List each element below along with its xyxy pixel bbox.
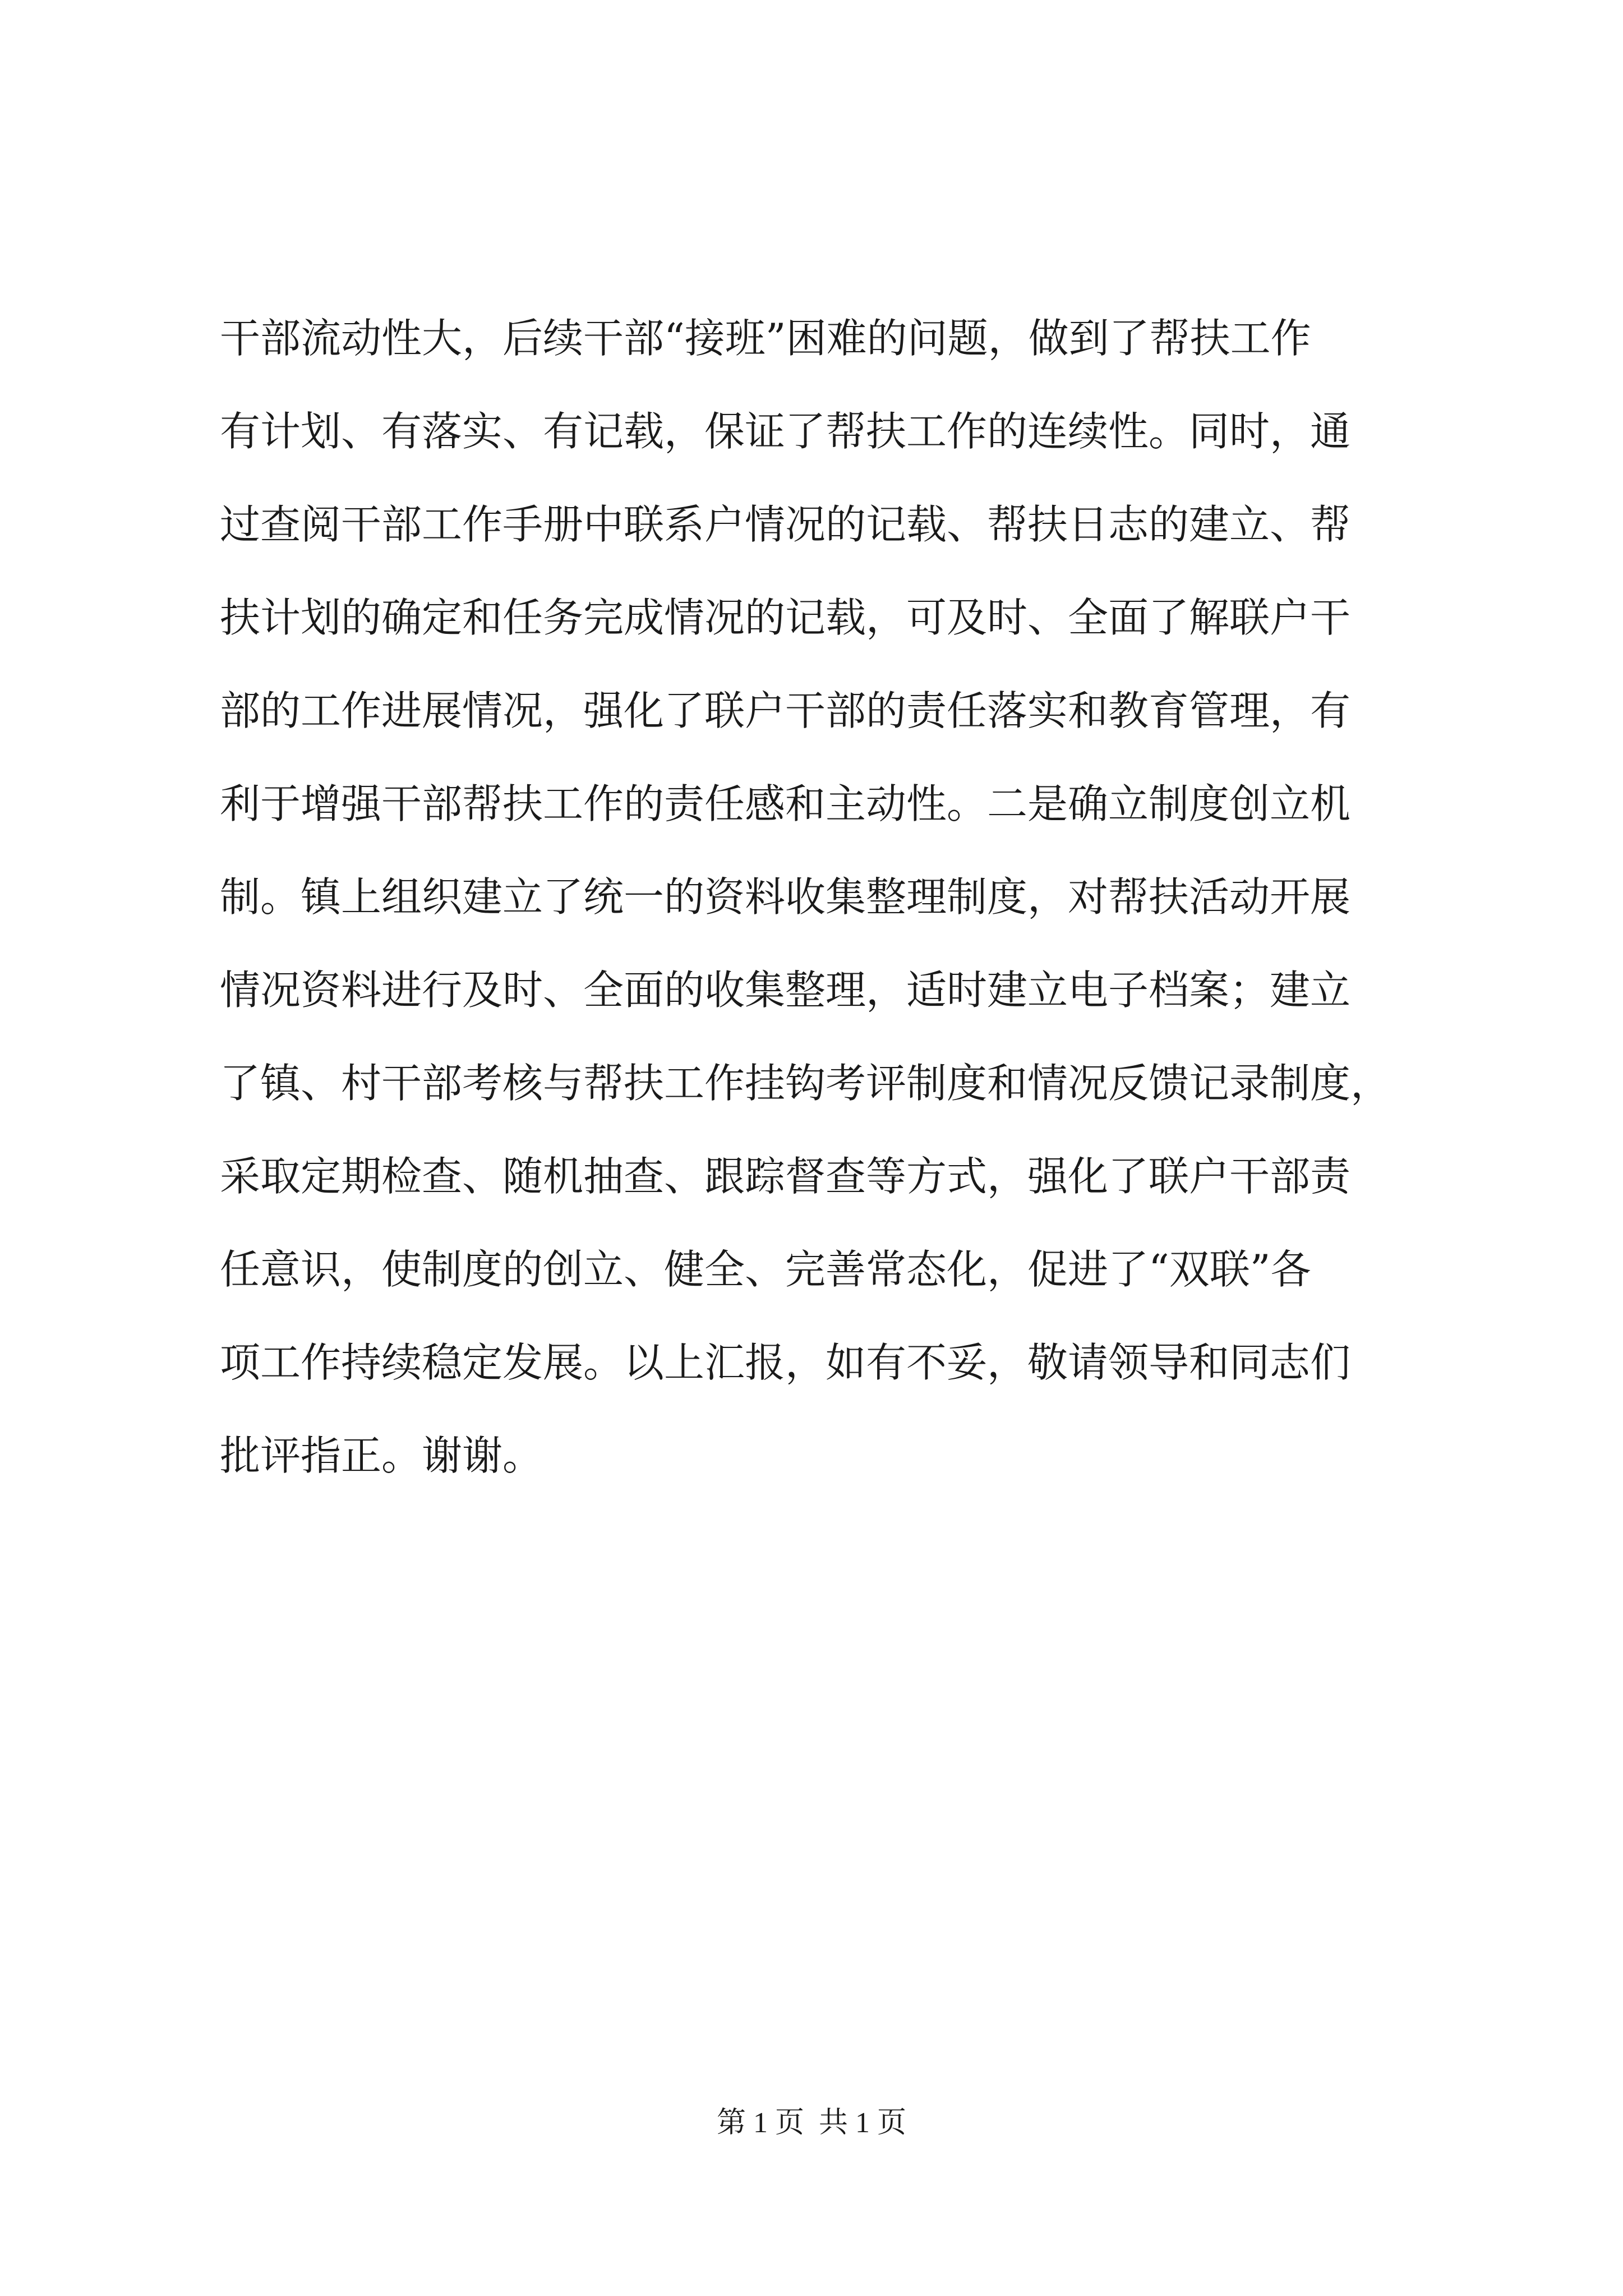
text-line: 有计划、有落实、有记载，保证了帮扶工作的连续性。同时，通 <box>220 408 1351 455</box>
text-line: 部的工作进展情况，强化了联户干部的责任落实和教育管理，有 <box>220 687 1351 734</box>
text-line: 批评指正。谢谢。 <box>220 1432 543 1479</box>
text-line: 干部流动性大，后续干部“接班”困难的问题，做到了帮扶工作 <box>220 315 1311 362</box>
text-line: 利于增强干部帮扶工作的责任感和主动性。二是确立制度创立机 <box>220 780 1351 827</box>
text-line: 情况资料进行及时、全面的收集整理，适时建立电子档案；建立 <box>220 967 1351 1014</box>
text-line: 扶计划的确定和任务完成情况的记载，可及时、全面了解联户干 <box>220 594 1351 641</box>
text-line: 过查阅干部工作手册中联系户情况的记载、帮扶日志的建立、帮 <box>220 501 1351 548</box>
text-line: 采取定期检查、随机抽查、跟踪督查等方式，强化了联户干部责 <box>220 1153 1351 1200</box>
text-line: 项工作持续稳定发展。以上汇报，如有不妥，敬请领导和同志们 <box>220 1339 1351 1386</box>
text-line: 了镇、村干部考核与帮扶工作挂钩考评制度和情况反馈记录制度， <box>220 1060 1391 1107</box>
text-line: 制。镇上组织建立了统一的资料收集整理制度，对帮扶活动开展 <box>220 873 1351 921</box>
text-line: 任意识，使制度的创立、健全、完善常态化，促进了“双联”各 <box>220 1246 1311 1293</box>
body-text <box>220 292 1431 1502</box>
page-number-footer: 第 1 页 共 1 页 <box>716 2107 906 2139</box>
